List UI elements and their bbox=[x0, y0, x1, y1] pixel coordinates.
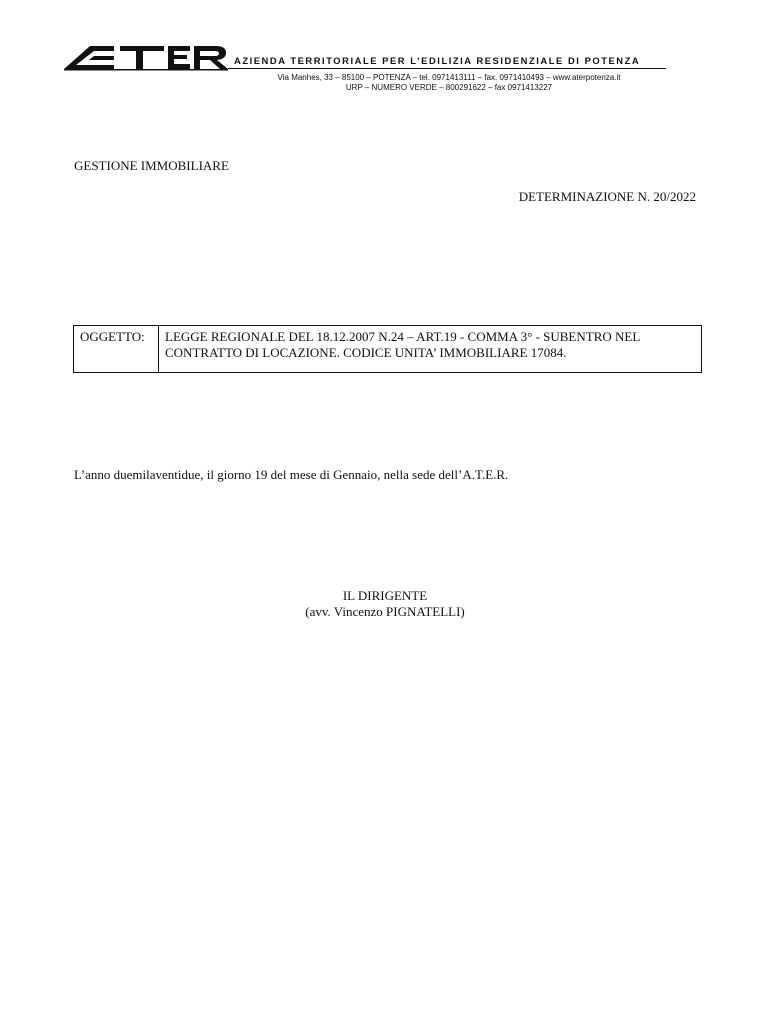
subject-box bbox=[73, 325, 702, 373]
organization-name: AZIENDA TERRITORIALE PER L’EDILIZIA RESIDENZIALE DI POTENZA bbox=[234, 55, 641, 66]
signatory-name: (avv. Vincenzo PIGNATELLI) bbox=[305, 604, 465, 619]
department-heading: GESTIONE IMMOBILIARE bbox=[74, 158, 229, 173]
signatory-title: IL DIRIGENTE bbox=[342, 588, 428, 603]
header-rule bbox=[228, 68, 666, 69]
determination-number: DETERMINAZIONE N. 20/2022 bbox=[518, 189, 696, 204]
address-line: Via Manhes, 33 – 85100 – POTENZA – tel. 0971413111 – fax. 0971410493 – www.aterpotenza.it bbox=[277, 73, 621, 82]
urp-line: URP – NUMERO VERDE – 800291622 – fax 0971413227 bbox=[345, 83, 553, 92]
opening-paragraph: L’anno duemilaventidue, il giorno 19 del mese di Gennaio, nella sede dell’A.T.E.R. bbox=[74, 467, 509, 482]
ater-logo-icon bbox=[64, 44, 228, 72]
subject-text bbox=[159, 326, 701, 372]
subject-line: LEGGE REGIONALE DEL 18.12.2007 N.24 – ART.19 - COMMA 3° - SUBENTRO NEL bbox=[165, 329, 641, 344]
subject-line: CONTRATTO DI LOCAZIONE. CODICE UNITA’ IMMOBILIARE 17084. bbox=[165, 345, 567, 360]
subject-label: OGGETTO: bbox=[74, 326, 159, 372]
